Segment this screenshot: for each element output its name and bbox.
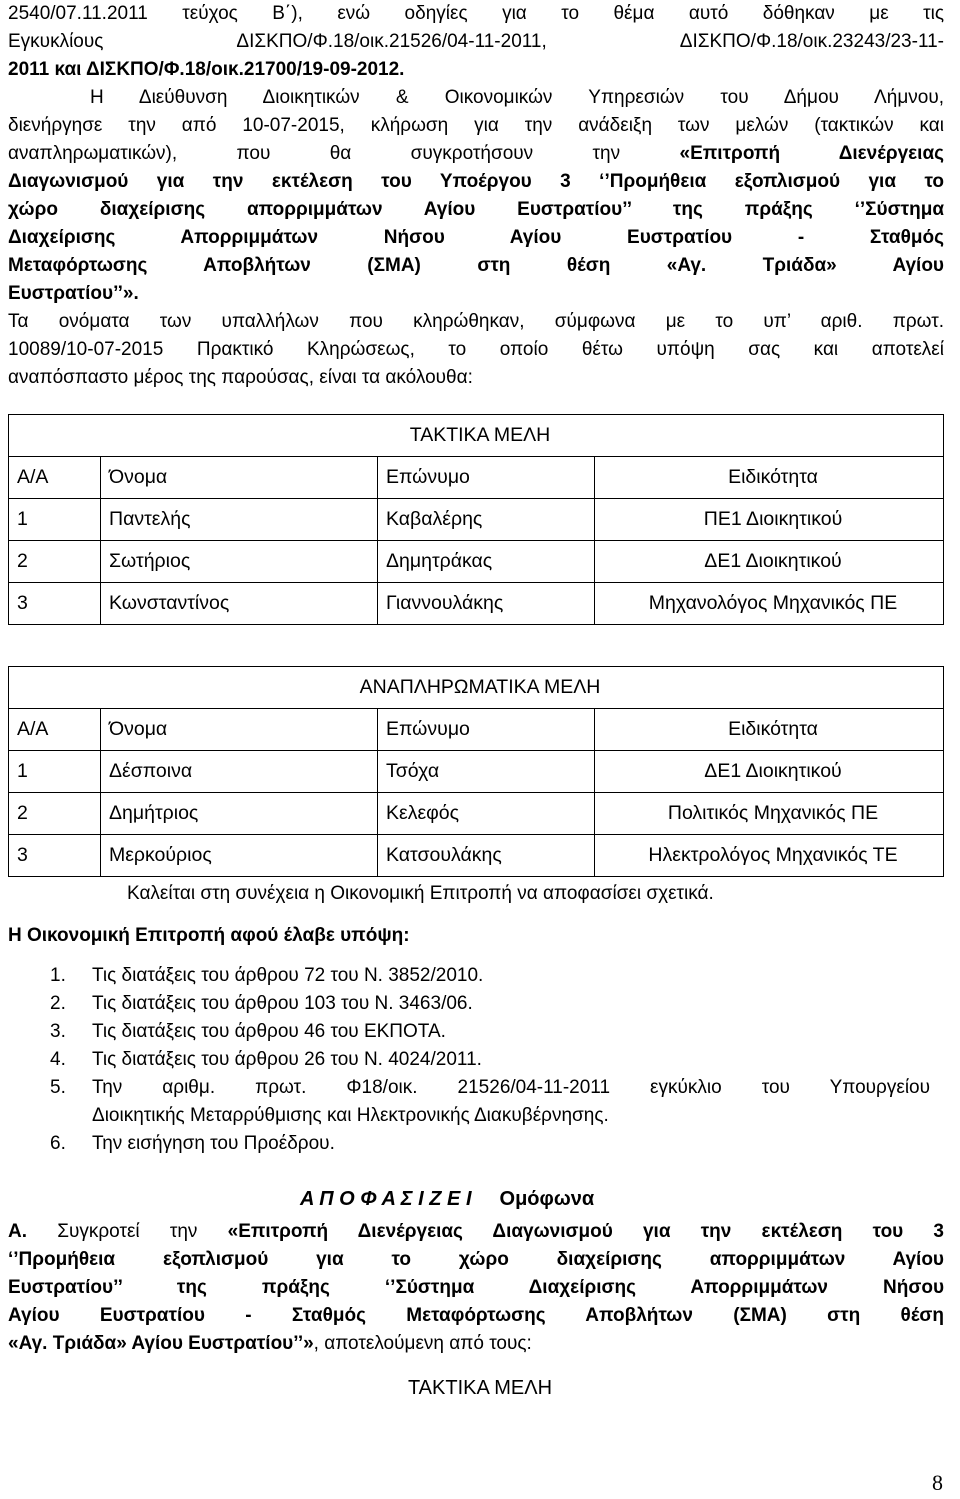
list-item: 5. Την αριθμ. πρωτ. Φ18/οικ. 21526/04-11-2011 εγκύκλιο του Υπουργείου bbox=[50, 1077, 930, 1098]
intro-line: 2540/07.11.2011 τεύχος Β΄), ενώ οδηγίες για το θέμα αυτό δόθηκαν με τις bbox=[8, 3, 944, 24]
intro-line: 2011 και ΔΙΣΚΠΟ/Φ.18/οικ.21700/19-09-2012. bbox=[8, 59, 405, 80]
decision-line: ‘’Προμήθεια εξοπλισμού για το χώρο διαχείρισης απορριμμάτων Αγίου bbox=[8, 1249, 944, 1270]
para-line: Μεταφόρτωσης Αποβλήτων (ΣΜΑ) στη θέση «Αγ. Τριάδα» Αγίου bbox=[8, 255, 944, 276]
table-row bbox=[9, 583, 944, 625]
cell: Τσόχα bbox=[378, 751, 595, 793]
list-item: 4. Τις διατάξεις του άρθρου 26 του Ν. 4024/2011. bbox=[50, 1049, 482, 1070]
cell: 1 bbox=[9, 751, 101, 793]
cell: Μηχανολόγος Μηχανικός ΠΕ bbox=[595, 583, 944, 625]
final-section-title: ΤΑΚΤΙΚΑ ΜΕΛΗ bbox=[407, 1377, 553, 1399]
cell: Καβαλέρης bbox=[378, 499, 595, 541]
table-header-row bbox=[9, 709, 944, 751]
cell: Δημητράκας bbox=[378, 541, 595, 583]
cell: ΔΕ1 Διοικητικού bbox=[595, 541, 944, 583]
regular-members-table bbox=[8, 414, 944, 625]
list-item: 6. Την εισήγηση του Προέδρου. bbox=[50, 1133, 335, 1154]
cell: Σωτήριος bbox=[101, 541, 378, 583]
cell: Κελεφός bbox=[378, 793, 595, 835]
list-item-continuation: Διοικητικής Μεταρρύθμισης και Ηλεκτρονικής Διακυβέρνησης. bbox=[92, 1105, 609, 1126]
para-line: Διαχείρισης Απορριμμάτων Νήσου Αγίου Ευστρατίου - Σταθμός bbox=[8, 227, 944, 248]
para-line: Τα ονόματα των υπαλλήλων που κληρώθηκαν, σύμφωνα με το υπ’ αριθ. πρωτ. bbox=[8, 311, 944, 332]
cell: ΠΕ1 Διοικητικού bbox=[595, 499, 944, 541]
para-line: διενήργησε την από 10-07-2015, κλήρωση για την ανάδειξη των μελών (τακτικών και bbox=[8, 115, 944, 136]
cell: Παντελής bbox=[101, 499, 378, 541]
para-line: Διαγωνισμού για την εκτέλεση του Υποέργου 3 ‘’Προμήθεια εξοπλισμού για το bbox=[8, 171, 944, 192]
paragraph-body bbox=[8, 84, 944, 392]
table-header-row bbox=[9, 457, 944, 499]
list-item: 3. Τις διατάξεις του άρθρου 46 του ΕΚΠΟΤΑ. bbox=[50, 1021, 446, 1042]
decision-line: Ευστρατίου’’ της πράξης ‘’Σύστημα Διαχείρισης Απορριμμάτων Νήσου bbox=[8, 1277, 944, 1298]
header-cell: Α/Α bbox=[9, 457, 101, 499]
cell: Πολιτικός Μηχανικός ΠΕ bbox=[595, 793, 944, 835]
cell: Γιαννουλάκης bbox=[378, 583, 595, 625]
substitute-members-table bbox=[8, 666, 944, 877]
intro-line: Εγκυκλίους ΔΙΣΚΠΟ/Φ.18/οικ.21526/04-11-2011, ΔΙΣΚΠΟ/Φ.18/οικ.23243/23-11- bbox=[8, 31, 944, 52]
decision-line: Α. Συγκροτεί την «Επιτροπή Διενέργειας Διαγωνισμού για την εκτέλεση του 3 bbox=[8, 1221, 944, 1242]
cell: 3 bbox=[9, 583, 101, 625]
para-line: αναπόσπαστο μέρος της παρούσας, είναι τα ακόλουθα: bbox=[8, 367, 473, 388]
cell: 1 bbox=[9, 499, 101, 541]
header-cell: Α/Α bbox=[9, 709, 101, 751]
cell: Ηλεκτρολόγος Μηχανικός ΤΕ bbox=[595, 835, 944, 877]
table-row bbox=[9, 793, 944, 835]
table-row bbox=[9, 541, 944, 583]
decision-heading: Α Π Ο Φ Α Σ Ι Ζ Ε Ι Ομόφωνα bbox=[300, 1188, 595, 1210]
table-row bbox=[9, 499, 944, 541]
committee-heading: Η Οικονομική Επιτροπή αφού έλαβε υπόψη: bbox=[8, 925, 410, 946]
para-line: Η Διεύθυνση Διοικητικών & Οικονομικών Υπηρεσιών του Δήμου Λήμνου, bbox=[90, 87, 944, 108]
table-title: ΑΝΑΠΛΗΡΩΜΑΤΙΚΑ ΜΕΛΗ bbox=[9, 667, 944, 709]
header-cell: Επώνυμο bbox=[378, 457, 595, 499]
header-cell: Ειδικότητα bbox=[595, 709, 944, 751]
decision-line: Αγίου Ευστρατίου - Σταθμός Μεταφόρτωσης Αποβλήτων (ΣΜΑ) στη θέση bbox=[8, 1305, 944, 1326]
table-row bbox=[9, 835, 944, 877]
table-title: ΤΑΚΤΙΚΑ ΜΕΛΗ bbox=[9, 415, 944, 457]
para-line: αναπληρωματικών), που θα συγκροτήσουν την «Επιτροπή Διενέργειας bbox=[8, 143, 945, 164]
list-item: 1. Τις διατάξεις του άρθρου 72 του Ν. 3852/2010. bbox=[50, 965, 484, 986]
page-number: 8 bbox=[932, 1470, 943, 1495]
cell: Δέσποινα bbox=[101, 751, 378, 793]
considerations-list bbox=[50, 962, 930, 1158]
cell: 2 bbox=[9, 541, 101, 583]
cell: 3 bbox=[9, 835, 101, 877]
cell: Δημήτριος bbox=[101, 793, 378, 835]
intro-block bbox=[8, 0, 944, 84]
decision-body bbox=[8, 1218, 944, 1358]
header-cell: Επώνυμο bbox=[378, 709, 595, 751]
header-cell: Όνομα bbox=[101, 709, 378, 751]
para-line: 10089/10-07-2015 Πρακτικό Κληρώσεως, το οποίο θέτω υπόψη σας και αποτελεί bbox=[8, 339, 944, 360]
header-cell: Ειδικότητα bbox=[595, 457, 944, 499]
decision-line: «Αγ. Τριάδα» Αγίου Ευστρατίου’’», αποτελούμενη από τους: bbox=[8, 1333, 532, 1354]
cell: Μερκούριος bbox=[101, 835, 378, 877]
cell: ΔΕ1 Διοικητικού bbox=[595, 751, 944, 793]
para-line: χώρο διαχείρισης απορριμμάτων Αγίου Ευστρατίου’’ της πράξης ‘’Σύστημα bbox=[8, 199, 944, 220]
table-row bbox=[9, 751, 944, 793]
cell: 2 bbox=[9, 793, 101, 835]
cell: Κατσουλάκης bbox=[378, 835, 595, 877]
cell: Κωνσταντίνος bbox=[101, 583, 378, 625]
list-item: 2. Τις διατάξεις του άρθρου 103 του Ν. 3463/06. bbox=[50, 993, 473, 1014]
header-cell: Όνομα bbox=[101, 457, 378, 499]
call-text: Καλείται στη συνέχεια η Οικονομική Επιτροπή να αποφασίσει σχετικά. bbox=[127, 883, 714, 904]
para-line: Ευστρατίου’’». bbox=[8, 283, 139, 304]
